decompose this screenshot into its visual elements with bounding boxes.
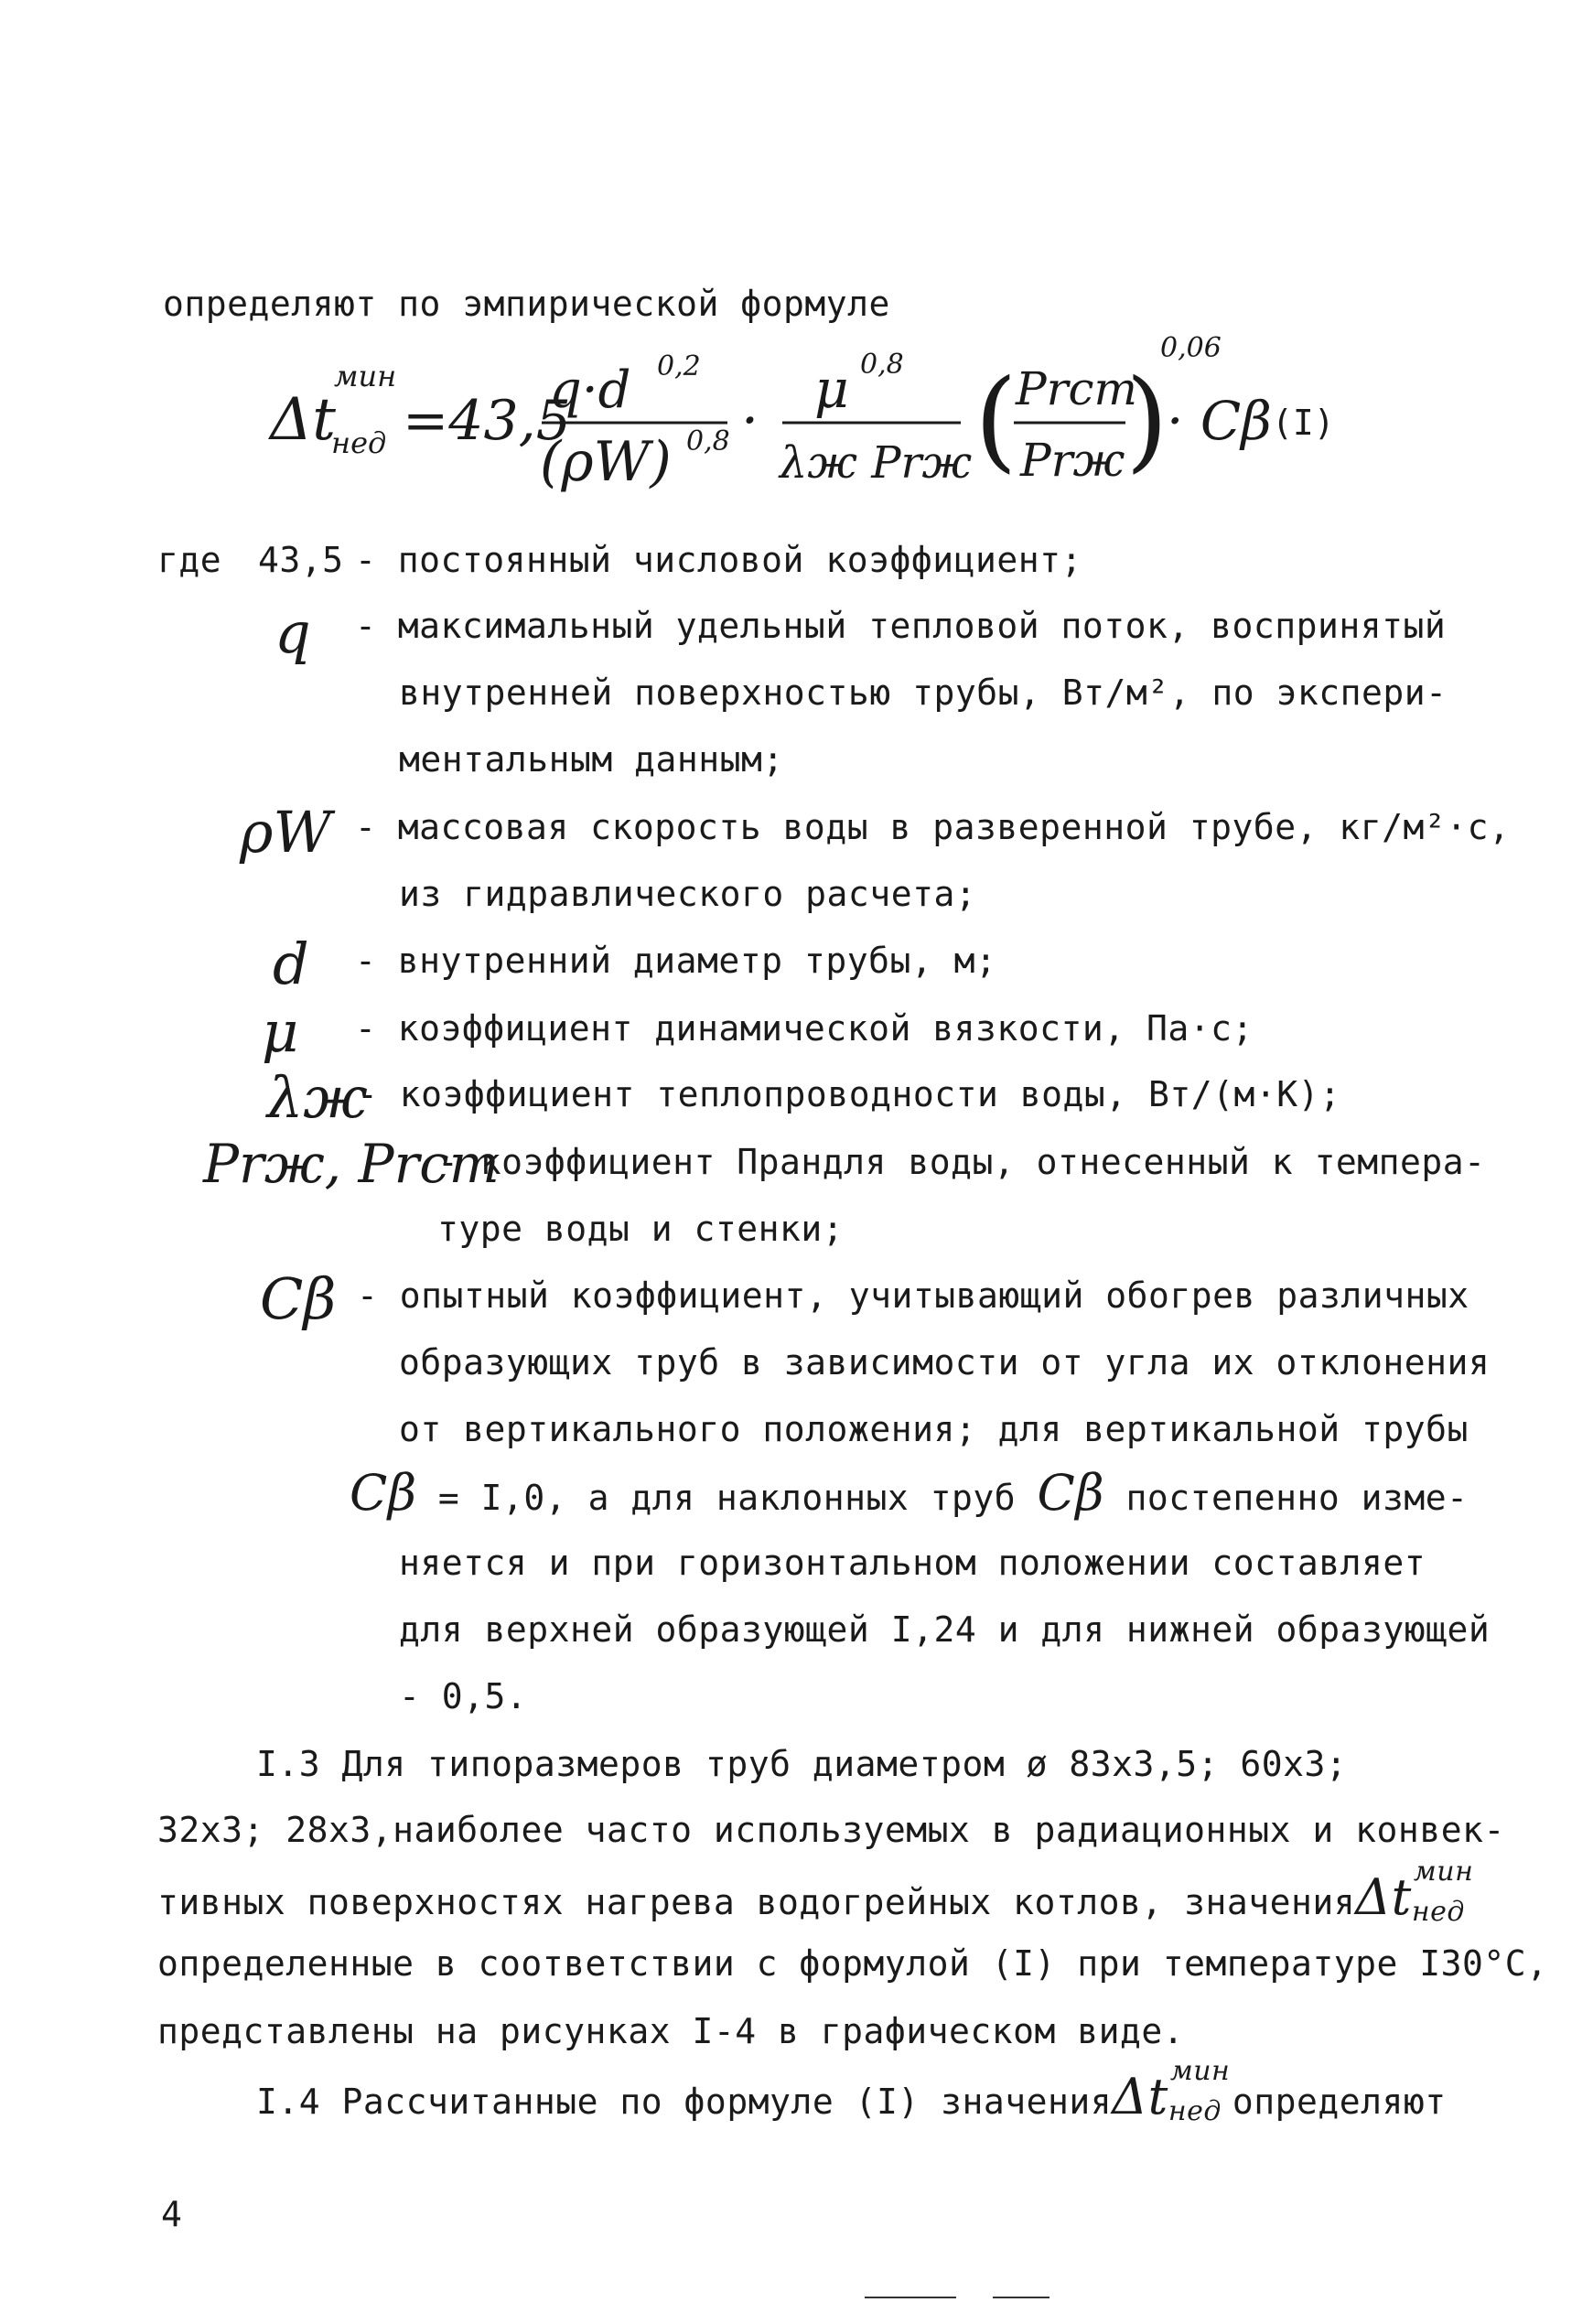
footer-rule-right	[993, 2297, 1049, 2298]
d-line1: - внутренний диаметр трубы, м;	[355, 941, 997, 981]
coef-text: - постоянный числовой коэффициент;	[355, 540, 1082, 580]
cb-line4-text-a: = I,0, а для наклонных труб	[416, 1478, 1038, 1518]
para-1-3-line3-sub: нед	[1411, 1896, 1465, 1928]
footer-rule-left	[865, 2297, 956, 2298]
q-line1: - максимальный удельный тепловой поток, воспринятый	[355, 606, 1447, 646]
formula-1	[247, 329, 1437, 512]
pw-line1: - массовая скорость воды в разверенной трубе, кг/м²·с,	[355, 807, 1511, 847]
formula-lhs-sub: нед	[331, 425, 387, 460]
cb-line4-text-b: постепенно изме-	[1104, 1478, 1469, 1518]
cb-line5: няется и при горизонтальном положении составляет	[399, 1543, 1426, 1583]
para-1-3-line3-sup: мин	[1413, 1856, 1474, 1888]
q-line2: внутренней поверхностью трубы, Вт/м², по экспери-	[399, 672, 1448, 713]
pw-symbol: ρW	[240, 799, 332, 866]
formula-frac1-den: (ρW)	[540, 430, 672, 494]
mu-symbol: μ	[262, 998, 299, 1065]
formula-lhs-delta: Δt	[270, 386, 336, 454]
formula-frac3-num: Prст	[1016, 362, 1137, 415]
pr-line1: - коэффициент Прандля воды, отнесенный к темпера-	[437, 1142, 1486, 1182]
pr-line2: туре воды и стенки;	[437, 1209, 845, 1249]
formula-number: (I)	[1272, 403, 1335, 443]
formula-coef: =43,5	[403, 389, 571, 453]
page-number: 4	[161, 2194, 183, 2234]
lambda-line1: - коэффициент теплопроводности воды, Вт/(м·К);	[357, 1074, 1341, 1114]
para-1-3-line2-a: 32х3; 28х3,	[157, 1810, 393, 1850]
para-1-4-line1-symbol: Δt	[1112, 2068, 1168, 2125]
cb-line6: для верхней образующей I,24 и для нижней образующей	[399, 1609, 1491, 1650]
lambda-symbol: λж	[267, 1064, 368, 1131]
cb-line3: от вертикального положения; для вертикальной трубы	[399, 1409, 1469, 1449]
cb-line4-symbol2: Cβ	[1037, 1464, 1105, 1522]
para-1-3-line3-scripts	[1411, 1856, 1476, 1928]
formula-frac1-den-exp: 0,8	[686, 425, 730, 457]
cb-line2: образующих труб в зависимости от угла их отклонения	[399, 1342, 1491, 1383]
formula-frac2-num-exp: 0,8	[860, 349, 904, 381]
formula-frac2-num: μ	[814, 358, 849, 420]
formula-frac3-exp: 0,06	[1160, 332, 1222, 364]
formula-paren-open: (	[974, 357, 1017, 484]
para-1-4-line1-scripts	[1168, 2055, 1232, 2127]
cb-line4-symbol: Cβ	[350, 1464, 417, 1522]
para-1-3-line2-b: наиболее часто используемых в радиационных и конвек-	[393, 1810, 1505, 1850]
para-1-3-line1: I.3 Для типоразмеров труб диаметром ø 83х3,5; 60х3;	[256, 1744, 1348, 1784]
para-1-3-line3-text: тивных поверхностях нагрева водогрейных котлов, значения	[157, 1882, 1356, 1922]
cb-line1: - опытный коэффициент, учитывающий обогрев различных	[357, 1275, 1469, 1316]
para-1-4-line1-a: I.4 Рассчитанные по формуле (I) значения	[256, 2082, 1113, 2122]
q-symbol: q	[274, 599, 311, 666]
formula-frac3-den: Prж	[1020, 434, 1125, 487]
cb-symbol: Cβ	[260, 1265, 337, 1332]
para-1-4-line1-sub: нед	[1168, 2095, 1222, 2127]
pr-symbol: Prж, Prст	[203, 1133, 500, 1195]
para-1-3-line3	[157, 1856, 1476, 1928]
intro-text: определяют по эмпирической формуле	[163, 284, 890, 324]
formula-frac2-den: λж Prж	[780, 437, 973, 489]
pw-line2: из гидравлического расчета;	[399, 874, 977, 914]
coef-value: 43,5	[258, 540, 344, 580]
para-1-4-line1	[256, 2055, 1447, 2127]
para-1-3-line4: определенные в соответствии с формулой (I) при температуре I30°С,	[157, 1943, 1548, 1984]
para-1-4-line1-sup: мин	[1169, 2055, 1231, 2087]
para-1-4-line1-b: определяют	[1232, 2082, 1447, 2122]
para-1-3-line5: представлены на рисунках I-4 в графическом виде.	[157, 2011, 1185, 2051]
formula-lhs-sup: мин	[334, 359, 397, 393]
cb-line4	[350, 1464, 1469, 1522]
formula-frac1-num: q·d	[549, 360, 631, 420]
formula-svg	[247, 329, 1437, 512]
formula-dot: ·	[741, 389, 759, 453]
formula-paren-close: )	[1125, 357, 1168, 484]
q-line3: ментальным данным;	[399, 739, 784, 780]
para-1-3-line2	[157, 1808, 1505, 1852]
d-symbol: d	[273, 931, 309, 997]
formula-frac1-num-exp: 0,2	[657, 350, 701, 382]
cb-line7: - 0,5.	[399, 1676, 528, 1716]
mu-line1: - коэффициент динамической вязкости, Па·с;	[355, 1008, 1254, 1049]
where-label: где	[157, 540, 222, 580]
para-1-3-line3-symbol: Δt	[1355, 1868, 1412, 1926]
formula-multiplier: · Cβ	[1167, 390, 1272, 452]
